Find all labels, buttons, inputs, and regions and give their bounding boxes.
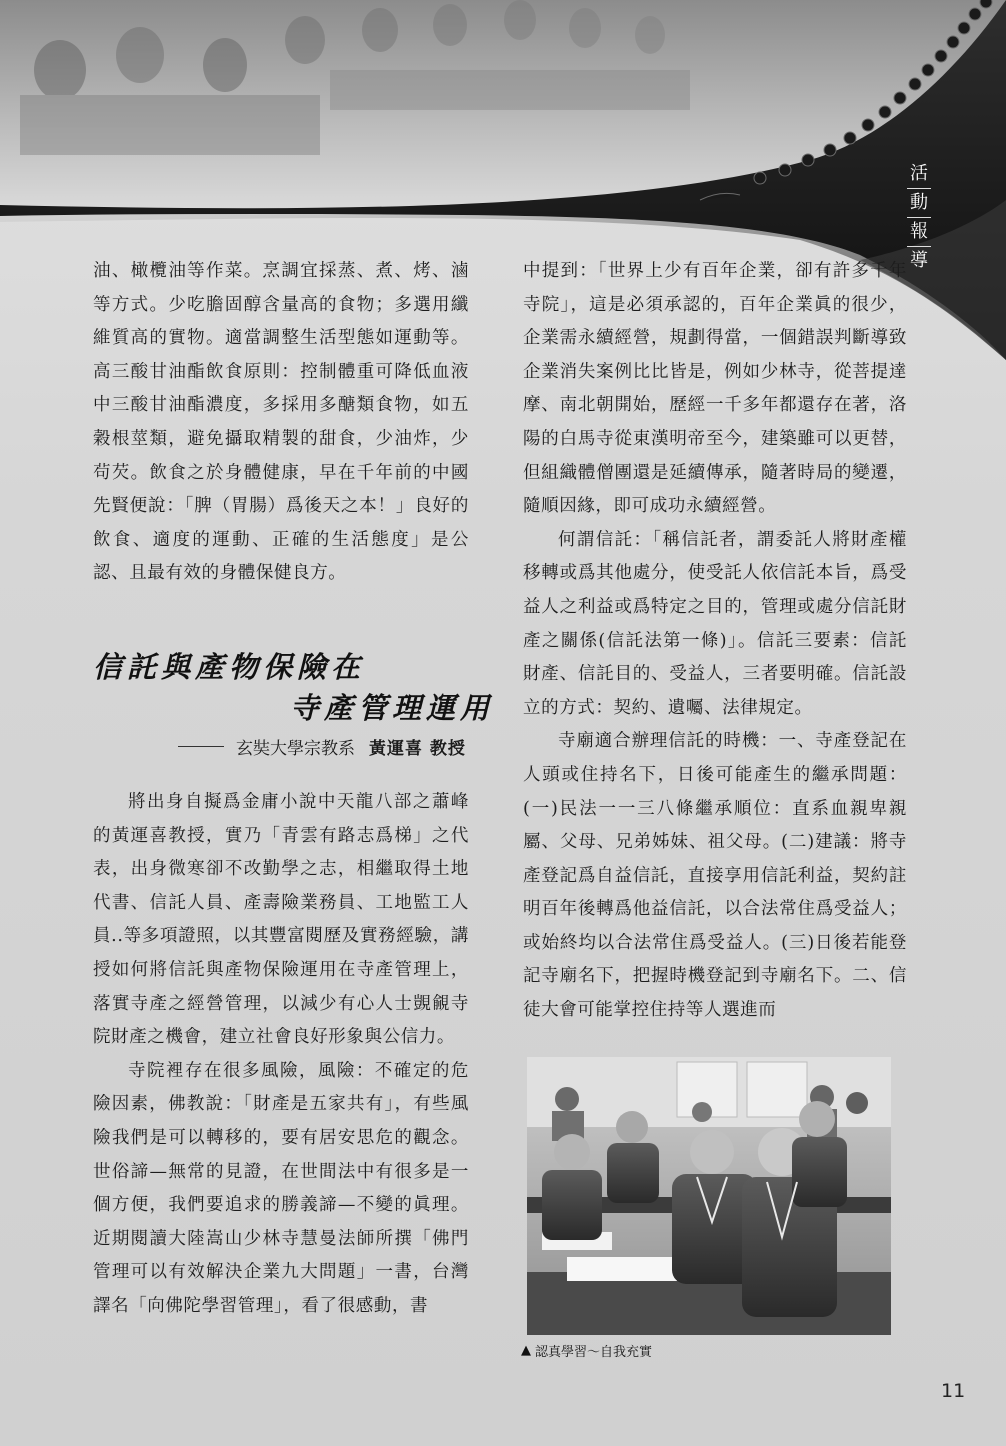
photo-caption-text: 認真學習～自我充實 — [535, 1345, 653, 1360]
section-tab-char: 導 — [910, 250, 928, 271]
right-column-body — [523, 255, 907, 1028]
body-paragraph: 寺院裡存在很多風險，風險：不確定的危險因素，佛教說：「財產是五家共有」，有些風險我們是可以轉移的，要有居安思危的觀念。世俗諦—無常的見證，在世間法中有很多是一個方便，我們要追求的勝義諦—不變的眞理。近期閱讀大陸嵩山少林寺慧曼法師所撰「佛門管理可以有效解決企業九大問題」一書，台灣譯名「向佛陀學習管理」，看了很感動，書 — [93, 1060, 469, 1316]
continued-paragraph: 油、橄欖油等作菜。烹調宜採蒸、煮、烤、滷等方式。少吃膽固醇含量高的食物；多選用纖維質高的實物。適當調整生活型態如運動等。高三酸甘油酯飲食原則：控制體重可降低血液中三酸甘油酯濃度，多採用多醣類食物，如五穀根莖類，避免攝取精製的甜食，少油炸，少茍芡。飲食之於身體健康，早在千年前的中國先賢便說：「脾（胃腸）爲後天之本！」良好的飲食、適度的運動、正確的生活態度」是公認、且最有效的身體保健良方。 — [93, 261, 469, 584]
body-paragraph: 將出身自擬爲金庸小說中天龍八部之蕭峰的黃運喜教授，實乃「青雲有路志爲梯」之代表，出身微寒卻不改勤學之志，相繼取得土地代書、信託人員、產壽險業務員、工地監工人員..等多項證照，以其豐富閱歷及實務經驗，講授如何將信託與產物保險運用在寺產管理上，落實寺產之經營管理，以減少有心人士覬覦寺院財產之機會，建立社會良好形象與公信力。 — [93, 792, 469, 1048]
section-tab-char: 動 — [907, 189, 931, 218]
section-tab-char: 報 — [907, 218, 931, 247]
meeting-photo — [527, 1057, 891, 1335]
left-column-body — [93, 786, 469, 1324]
article-title-line1: 信託與產物保險在 — [93, 650, 366, 684]
body-paragraph: 何謂信託：「稱信託者，謂委託人將財產權移轉或爲其他處分，使受託人依信託本旨，爲受益人之利益或爲特定之目的，管理或處分信託財產之關係(信託法第一條)」。信託三要素：信託財產、信託目的、受益人，三者要明確。信託設立的方式：契約、遺囑、法律規定。 — [523, 529, 907, 718]
left-column-top — [93, 255, 469, 591]
photo-caption — [521, 1341, 652, 1360]
section-tab — [902, 160, 936, 275]
triangle-icon: ▲ — [521, 1343, 531, 1358]
byline-affiliation: 玄奘大學宗教系 — [236, 739, 355, 759]
article-title-line2: 寺產管理運用 — [290, 691, 495, 725]
page-number: 11 — [941, 1380, 966, 1402]
body-paragraph: 寺廟適合辦理信託的時機：一、寺產登記在人頭或住持名下，日後可能產生的繼承問題：(一)民法一一三八條繼承順位：直系血親卑親屬、父母、兄弟姊妹、祖父母。(二)建議：將寺產登記爲自益信託，直接享用信託利益，契約註明百年後轉爲他益信託，以合法常住爲受益人；或始終均以合法常住爲受益人。(三)日後若能登記寺廟名下，把握時機登記到寺廟名下。二、信徒大會可能掌控住持等人選進而 — [523, 731, 907, 1021]
section-tab-char: 活 — [907, 160, 931, 189]
body-paragraph: 中提到：「世界上少有百年企業，卻有許多千年寺院」，這是必須承認的，百年企業眞的很少，企業需永續經營，規劃得當，一個錯誤判斷導致企業消失案例比比皆是，例如少林寺，從菩提達摩、南北朝開始，歷經一千多年都還存在著，洛陽的白馬寺從東漢明帝至今，建築雖可以更替，但組織體僧團還是延續傳承，隨著時局的變遷，隨順因緣，即可成功永續經營。 — [523, 261, 907, 517]
byline-author: 黃運喜 教授 — [369, 739, 466, 759]
byline-dash — [178, 746, 224, 747]
byline — [178, 734, 466, 759]
